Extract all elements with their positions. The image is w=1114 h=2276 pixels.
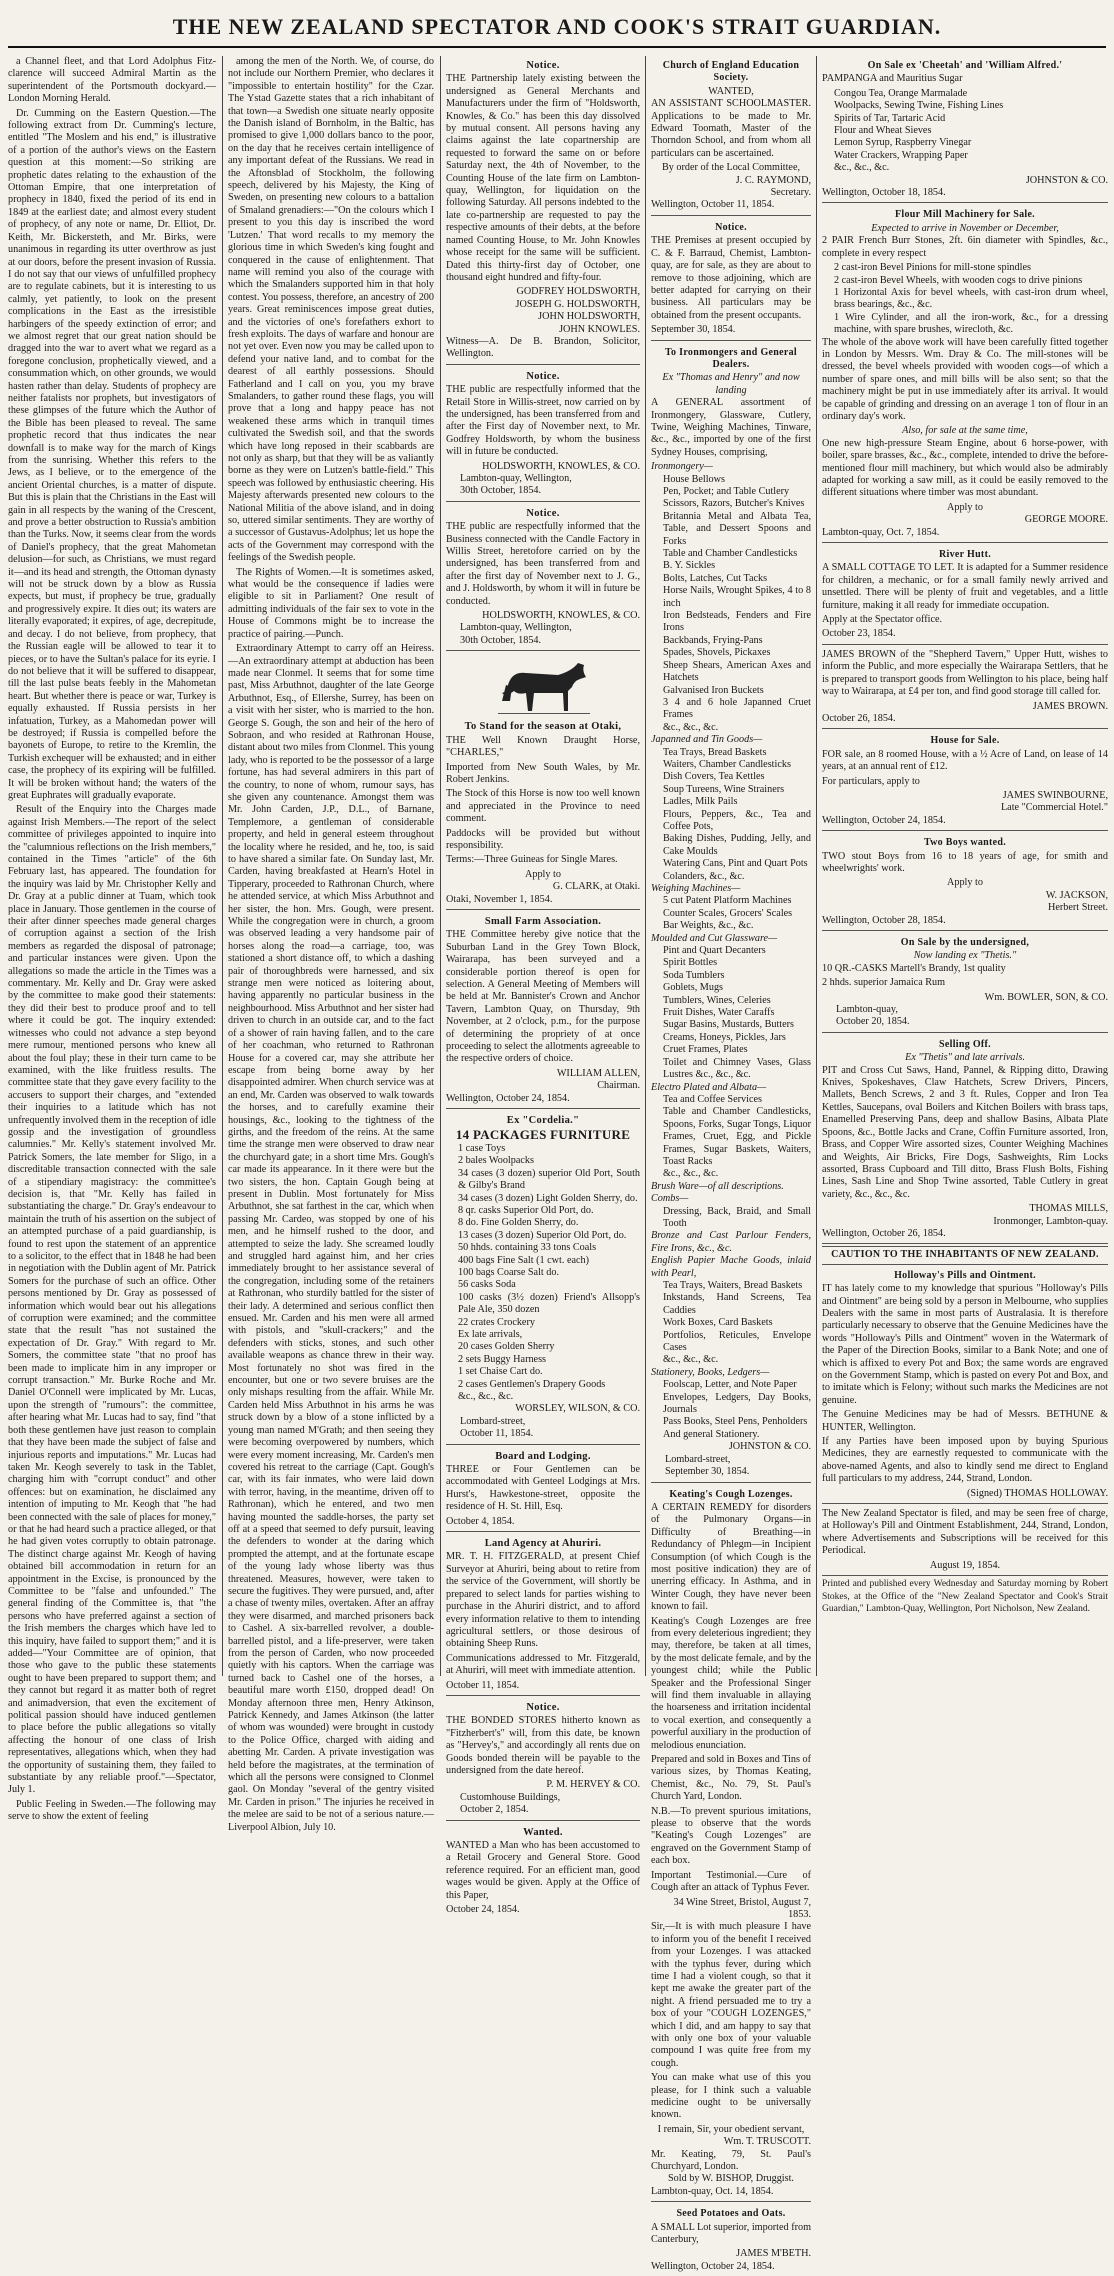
item-list	[651, 1379, 811, 1441]
list-item: Spades, Shovels, Pickaxes	[663, 647, 771, 659]
ad-heading: Flour Mill Machinery for Sale.	[894, 209, 1035, 221]
ad-place: Lambton-quay, Wellington,	[460, 622, 572, 634]
column-4	[651, 56, 811, 2272]
ad-heading: To Ironmongers and General Dealers.	[665, 346, 797, 370]
ad-date: October 11, 1854.	[446, 1679, 520, 1691]
ad-heading: Seed Potatoes and Oats.	[676, 2208, 786, 2220]
ad-retail-store-notice	[446, 367, 640, 502]
ad-subheading: Ex "Thetis" and late arrivals.	[905, 1052, 1025, 1064]
ad-land-agency	[446, 1534, 640, 1696]
caution-heading: CAUTION TO THE INHABITANTS OF NEW ZEALAND.	[822, 1246, 1108, 1264]
ad-body: Sir,—It is with much pleasure I have to inform you of the benefit I received from your Lozenges. I was attacked with the typhus fever, during which time I had a violent cough, so that it kept me awake the greater part of the night. A friend persuaded me to try a box of your "COUGH LOZENGES," which I did, and am happy to say that with only one box of your valuable compound I was quite free from my cough.	[651, 1921, 811, 2069]
signature: WILLIAM ALLEN,	[556, 1067, 640, 1079]
list-item: 3 4 and 6 hole Japanned Cruet Frames	[663, 696, 811, 721]
ad-cheetah-sale	[822, 56, 1108, 203]
ad-body: THE Premises at present occupied by C. & F. Barraud, Chemist, Lambton-quay, are for sale, as they are about to remove to those adjoining, which are better adapted for carrying on their business. All particulars may be obtained from the present occupants.	[651, 235, 811, 321]
ad-candle-factory-notice	[446, 504, 640, 651]
list-item: Soup Tureens, Wine Strainers	[663, 783, 785, 795]
signature: JAMES SWINBOURNE,	[1002, 789, 1108, 801]
ad-draught-horse	[446, 653, 640, 910]
ad-subheading: Now landing ex "Thetis."	[913, 950, 1017, 962]
list-item: 1 set Chaise Cart do.	[458, 1366, 543, 1378]
ad-body: Apply at the Spectator office.	[822, 614, 943, 626]
horse-illustration	[488, 657, 598, 719]
ad-heading: Land Agency at Ahuriri.	[484, 1538, 602, 1550]
ad-date: Lambton-quay, Oct. 14, 1854.	[651, 2185, 774, 2197]
list-item: Table and Chamber Candlesticks	[663, 548, 798, 560]
list-item: 22 crates Crockery	[458, 1316, 535, 1328]
apply-to: Apply to	[525, 868, 561, 880]
list-item: Spirits of Tar, Tartaric Acid	[834, 112, 946, 124]
list-item: Pint and Quart Decanters	[663, 945, 766, 957]
ad-title: 14 PACKAGES FURNITURE	[455, 1127, 631, 1143]
list-item: Water Crackers, Wrapping Paper	[834, 149, 968, 161]
ad-body: AN ASSISTANT SCHOOLMASTER. Applications to be made to Mr. Edward Toomath, Master of the Thorndon School, and from whom all particulars can be ascertained.	[651, 98, 811, 159]
list-item: Sheep Shears, American Axes and Hatchets	[663, 659, 811, 684]
ad-body: IT has lately come to my knowledge that spurious "Holloway's Pills and Ointment" are being sold by a person in Melbourne, who supplies Dealers with the same in most parts of Australasia. It is therefore particularly necessary to observe that the Genuine Medicines have the words "Holloway's Pills and Ointment" woven in the Watermark of the Paper of the Direction Books, similar to a Bank Note; and one of which is affixed to every Pot and Box; the same words are engraved on the Government Stamp, which is pasted on every Pot and Box, and to imitate which is Felony; without such marks the Medicines are not genuine.	[822, 1283, 1108, 1406]
list-item: 2 cast-iron Bevel Wheels, with wooden cogs to drive pinions	[834, 274, 1083, 286]
ad-cordelia-furniture	[446, 1111, 640, 1445]
apply-to: Apply to	[947, 877, 983, 889]
list-item: &c., &c., &c.	[834, 162, 890, 174]
ad-flour-mill	[822, 205, 1108, 543]
list-item: Ex late arrivals,	[458, 1328, 523, 1340]
ad-heading: River Hutt.	[939, 549, 991, 561]
ad-shepherd-tavern	[822, 647, 1108, 729]
list-item: 400 bags Fine Salt (1 cwt. each)	[458, 1254, 589, 1266]
signature: G. CLARK, at Otaki.	[552, 881, 640, 893]
list-item: 50 hhds. containing 33 tons Coals	[458, 1242, 597, 1254]
ad-body: THE Committee hereby give notice that the Suburban Land in the Grey Town Block, Wairarapa, has been surveyed and a considerable portion thereof is open for selection. A General Meeting of Members will be held at Mr. Bannister's Crown and Anchor Tavern, Lambton Quay, on Thursday, 9th November, at 2 o'clock, p.m., for the purpose of determining the propriety of at once proceeding to select the allotments agreeable to the respective orders of choice.	[446, 929, 640, 1065]
signature: GODFREY HOLDSWORTH,	[516, 286, 640, 298]
ad-body: You can make what use of this you please, for I think such a valuable medicine ought to be universally known.	[651, 2072, 811, 2121]
signature: JOHN KNOWLES.	[559, 323, 640, 335]
ad-board-lodging	[446, 1447, 640, 1532]
ad-body: PIT and Cross Cut Saws, Hand, Pannel, & Ripping ditto, Drawing Knives, Spokeshaves, Claw Hatchets, Screw Drivers, Pincers, Mallets, Bench Screws, 2 and 3 ft. Rules, Copper and Iron Tea Kettles, Saucepans, oval Boilers and Kitchen Boilers with brass taps, Enamelled Preserving Pans, deep and shallow Basins, Albata Plate Spoons, &c., Bottle Jacks and Crane, Coffin Furniture assorted, Iron, Brass, and Copper Wire assorted sizes, Counter Weighing Machines and Weights, Air Bricks, Fire Dogs, Sashweights, Rim Locks assorted, Brass Cupboard and Till ditto, Brass Flush Bolts, Fishing Lines, Sash Line and Shop Twine assorted, Table Cutlery in great variety, &c., &c., &c.	[822, 1064, 1108, 1200]
ad-heading: Notice.	[526, 370, 560, 382]
list-item: Dish Covers, Tea Kettles	[663, 771, 765, 783]
column-2	[228, 56, 434, 1833]
list-item: Waiters, Chamber Candlesticks	[663, 758, 791, 770]
list-item: Toilet and Chimney Vases, Glass Lustres &c., &c., &c.	[663, 1056, 811, 1081]
ad-subheading: Ex "Thomas and Henry" and now landing	[662, 372, 800, 396]
ad-keatings-lozenges	[651, 1485, 811, 2203]
ad-date: Wellington, October 24, 1854.	[822, 814, 946, 826]
article-fleet: a Channel fleet, and that Lord Adolphus Fitz-clarence will succeed Admiral Martin as the superintendent of the Portsmouth dockyard.—London Morning Herald.	[8, 56, 216, 105]
list-item: 2 cast-iron Bevel Pinions for mill-stone spindles	[834, 262, 1031, 274]
signature: P. M. HERVEY & CO.	[546, 1779, 640, 1791]
masthead	[0, 0, 1114, 50]
item-list	[651, 895, 811, 932]
ad-house-for-sale	[822, 731, 1108, 831]
ad-date: Otaki, November 1, 1854.	[446, 893, 553, 905]
list-item: 13 cases (3 dozen) Superior Old Port, do.	[458, 1229, 627, 1241]
ad-place: Lombard-street,	[665, 1453, 731, 1465]
list-item: Bar Weights, &c., &c.	[663, 920, 754, 932]
list-item: 34 cases (3 dozen) superior Old Port, South & Gilby's Brand	[458, 1167, 640, 1192]
ad-wanted	[446, 1823, 640, 1920]
ad-heading: Notice.	[526, 60, 560, 71]
ad-body: Terms:—Three Guineas for Single Mares.	[446, 854, 618, 866]
ad-body: THE public are respectfully informed that the Business connected with the Candle Factory in Willis Street, heretofore carried on by the undersigned, has been transferred from and after the first day of November next to J. G., and J. Holdsworth, by whom it will in future be conducted.	[446, 521, 640, 607]
printer-imprint: Printed and published every Wednesday and Saturday morning by Robert Stokes, at the Office of the "New Zealand Spectator and Cook's Strait Guardian," Lambton-Quay, Wellington, Port Nicholson, New Zealand.	[822, 1579, 1108, 1614]
ad-heading: Church of England Education Society.	[662, 60, 800, 84]
list-item: 20 cases Golden Sherry	[458, 1341, 555, 1353]
signature-title: Chairman.	[597, 1080, 640, 1092]
column-5	[822, 56, 1108, 1676]
ad-heading: Selling Off.	[939, 1038, 991, 1050]
ad-heading: Holloway's Pills and Ointment.	[894, 1269, 1036, 1281]
list-item: Work Boxes, Card Baskets	[663, 1317, 773, 1329]
column-divider	[222, 56, 223, 1676]
ad-body: One new high-pressure Steam Engine, about 6 horse-power, with boiler, spare brasses, &c., &c., complete, intended to drive the before-mentioned flour mill machinery, but which would also be admirably adapted for working a saw mill, as it could be easily removed to the different situations where timber was most abundant.	[822, 437, 1108, 499]
ad-body: 2 PAIR French Burr Stones, 2ft. 6in diameter with Spindles, &c., complete in every respect	[822, 235, 1108, 259]
list-item: 100 bags Coarse Salt do.	[458, 1266, 560, 1278]
list-item: Inkstands, Hand Screens, Tea Caddies	[663, 1292, 811, 1316]
list-item: Watering Cans, Pint and Quart Pots	[663, 858, 808, 870]
ad-heading: Keating's Cough Lozenges.	[669, 1488, 793, 1500]
ad-body: A CERTAIN REMEDY for disorders of the Pulmonary Organs—in Difficulty of Breathing—in Redundancy of Phlegm—in Incipient Consumption (of which Cough is the most positive indication) they are of unerring efficacy. In Asthma, and in Winter Cough, they have never been known to fail.	[651, 1501, 811, 1613]
ad-date: Wellington, October 28, 1854.	[822, 914, 946, 926]
witness: Witness—A. De B. Brandon, Solicitor, Wellington.	[446, 335, 640, 360]
goods-sections	[651, 461, 811, 1441]
ad-date: October 11, 1854.	[460, 1428, 534, 1440]
ad-date: Wellington, October 24, 1854.	[446, 1092, 570, 1104]
ad-brandy-sale	[822, 933, 1108, 1033]
list-item: Foolscap, Letter, and Note Paper	[663, 1379, 797, 1391]
ad-heading: Wanted.	[523, 1826, 563, 1838]
ad-two-boys-wanted	[822, 833, 1108, 931]
ad-date: August 19, 1854.	[929, 1559, 1001, 1571]
list-item: Tea Trays, Waiters, Bread Baskets	[663, 1280, 803, 1291]
ad-body: THE Partnership lately existing between the undersigned as General Merchants and Manufacturers under the firm of "Holdsworth, Knowles, & Co." has been this day dissolved by mutual consent. All persons having any claims against the late copartnership are requested to forward the same on or before Saturday next, the 4th of November, to the Counting House of the late firm on Lambton-quay, Wellington, for liquidation on the following Saturday. All persons indebted to the late co-partnership are requested to pay the respective amounts of their debts, at the before named Counting House, to Mr. John Knowles whose receipt for the same will be sufficient. Dated this thirty-first day of October, one thousand eight hundred and fifty-four.	[446, 73, 640, 283]
signature: Wm. BOWLER, SON, & CO.	[984, 991, 1108, 1003]
list-item: Lemon Syrup, Raspberry Vinegar	[834, 137, 972, 149]
ad-date: October 26, 1854.	[822, 712, 896, 724]
section-title: Moulded and Cut Glassware—	[651, 932, 778, 944]
ad-heading: Ex "Cordelia."	[506, 1115, 580, 1127]
list-item: Congou Tea, Orange Marmalade	[834, 87, 968, 99]
ad-date: Wellington, October 26, 1854.	[822, 1227, 946, 1239]
ad-date: Lambton-quay, Oct. 7, 1854.	[822, 526, 940, 538]
list-item: Dressing, Back, Braid, and Small Tooth	[663, 1205, 811, 1229]
article-sweden: among the men of the North. We, of course, do not include our Northern Premier, who declares it "impossible to entertain hostility" for the Czar. The Ystad Gazette states that a rich inhabitant of that town—a Swedish one situate nearly opposite the Danish island of Bornholm, in the Baltic, has promised to give 1,000 dollars banco to the poor, on the day that he receives certain intelligence of any important defeat of the Russians. We read in the Aftonsblad of Stockholm, the following speech, delivered by his Majesty, the King of Sweden, on presenting new colours to a battalion of Smaland grenadiers:—"On the colours which I present to you this day is inscribed the word 'Lutzen.' That word recalls to my memory the glorious time in which Sweden's king fought and conquered in the cause of enlightenment. That name will remind you also of the courage with which the Smalanders supported him in that holy contest. You possess, therefore, an ancestry of 200 years. Great reminiscences impose great duties, and the victories of one's forefathers exhort to fresh exploits. The days of warfare and honour are not yet over. Even now you may be called upon to defend your native land, and to combat for the dearest of all earthly possessions. Should Fatherland and I call on you, you my brave Smalanders, to gather round these flags, you will prove that a long and happy peace has not weakened these arms which in tranquil times cultivated the Swedish soil, and that the swords which have long reposed in their scabbards are not only as sharp, but that they will be as valiantly borne as they were on Lutzen's battle-field." This speech was followed by enthusiastic cheering. His Majesty afterwards presented new colours to the National Militia of the above island, and in doing so, uttered similar sentiments. They are worthy of a successor of Gustavus-Adolphus; let us hope the acts of the Government may correspond with the feelings of the Swedish people.	[228, 56, 434, 564]
section-title: Electro Plated and Albata—	[651, 1081, 767, 1093]
ad-body: The New Zealand Spectator is filed, and may be seen free of charge, at Holloway's Pill and Ointment Establishment, 244, Strand, London, where Advertisements and Subscriptions will be received for this Periodical.	[822, 1508, 1108, 1557]
ad-date: September 30, 1854.	[665, 1466, 750, 1478]
list-item: B. Y. Sickles	[663, 560, 716, 572]
item-list	[651, 1280, 811, 1367]
ad-date: Wellington, October 11, 1854.	[651, 199, 775, 211]
list-item: Bolts, Latches, Cut Tacks	[663, 572, 768, 584]
ad-heading: Notice.	[715, 221, 747, 233]
ad-body: A GENERAL assortment of Ironmongery, Glassware, Cutlery, Twine, Weighing Machines, Tinware, &c., &c., imported by one of the first Sydney Houses, comprising,	[651, 397, 811, 458]
section-title: Combs—	[651, 1193, 689, 1205]
list-item: Flours, Peppers, &c., Tea and Coffee Pots,	[663, 808, 811, 832]
ad-by-order: By order of the Local Committee,	[661, 162, 801, 174]
list-item: Baking Dishes, Pudding, Jelly, and Cake Moulds	[663, 833, 811, 857]
list-item: Sugar Basins, Mustards, Butters	[663, 1019, 795, 1031]
signature: HOLDSWORTH, KNOWLES, & CO.	[482, 610, 640, 622]
signature: JAMES BROWN.	[1032, 700, 1108, 712]
ad-body: THE Well Known Draught Horse, "CHARLES,"	[446, 734, 640, 759]
ad-body: A SMALL Lot superior, imported from Canterbury,	[651, 2221, 811, 2246]
item-list	[651, 945, 811, 1081]
ad-body: TWO stout Boys from 16 to 18 years of age, for smith and wheelwrights' work.	[822, 850, 1108, 874]
apply-to: Apply to	[947, 501, 983, 513]
signature: J. C. RAYMOND,	[735, 174, 811, 186]
list-item: Spirit Bottles	[663, 957, 718, 969]
signature: JAMES M'BETH.	[736, 2248, 811, 2260]
ad-body: PAMPANGA and Mauritius Sugar	[822, 73, 963, 85]
list-item: &c., &c., &c.	[663, 1354, 719, 1366]
list-item: 1 Wire Cylinder, and all the iron-work, &c., for a dressing machine, with spare brushes, wirecloth, &c.	[834, 311, 1108, 336]
ad-body: 2 hhds. superior Jamaica Rum	[822, 977, 946, 989]
ad-date: October 4, 1854.	[446, 1515, 515, 1527]
signature-title: Ironmonger, Lambton-quay.	[993, 1215, 1108, 1227]
list-item: 2 sets Buggy Harness	[458, 1353, 547, 1365]
section-title: Stationery, Books, Ledgers—	[651, 1366, 770, 1378]
list-item: 34 cases (3 dozen) Light Golden Sherry, do.	[458, 1192, 638, 1204]
column-divider	[440, 56, 441, 1676]
signature-title: Late "Commercial Hotel."	[1000, 802, 1108, 814]
column-divider	[645, 56, 646, 1676]
list-item: Iron Bedsteads, Fenders and Fire Irons	[663, 610, 811, 634]
ad-spectator-filed	[822, 1506, 1108, 1576]
list-item: 1 Horizontal Axis for bevel wheels, with cast-iron drum wheel, brass bearings, &c., &c.	[834, 286, 1108, 311]
ad-body: Paddocks will be provided but without responsibility.	[446, 827, 640, 851]
article-eastern-question: Dr. Cumming on the Eastern Question.—The following extract from Dr. Cumming's lecture, entitled "The Moslem and his end," is illustrative of a portion of the author's views on the Eastern question at this moment:—So striking are prophetic dates relating to the exhaustion of the Ottoman Empire, that one interpretation of prophecy in 1840, fixed the period of its end in 1849 at the earliest date; and almost every student of prophecy, of any note or name, Dr. Elliot, Dr. Keith, Mr. Bickersteth, and Mr. Birks, were unanimous in regarding its utter overthrow as just at our doors, before the present invasion of Russia. I do not say that our views of unfulfilled prophecy are to regulate cabinets, but it is interesting to us calmly, yet patiently, to look on the present complications in the East as the irresistible harbingers of the speedy extinction of error; and we almost regret that our great nation should be dragged into the war to avert what we regard as a foregone conclusion, prophetically viewed, and a consummation which, on other grounds, we would hasten rather than delay. Students of prophecy are neither fatalists nor prophets, but investigators of these glimpses of the future which the Author of the Bible has been pleased to reveal. The same prophetic record that thus indicates the near downfall is to make way for the march of Kings from the sunrising. Whether this refers to the Jews, as I believe, or to the emergence of the ancient Oriental churches, is a matter of dispute. But this is plain that the Christians in the East will gain in all respects by the waning of the Crescent, and prove a better obstruction to Russia's ambition than the Turks. Now, it seems clear from the words of Daniel's prophecy, that the great Mahometan delusion—for such, as Christians, we must regard it—and its head and strength, the Ottoman dynasty will not be struck down by a blow as Russia expects, but must, if prophecy be true, gradually and progressively expire. It dies out; its waters are literally evaporated; it expires, of age, decrepitude, and decay. I do not believe, from prophecy, that the Russian eagle will be allowed to tear it to pieces, or to have the Sultan's palace for its eyrie. I do not believe that it will be suffered to disappear, till the last pulse beats feebly in the Mahometan heart. But whether there is peace or war, Turkey is equally exhausted. If Russia persists in her infatuation, Turkey, as a Mahomedan power will be destroyed; if Russia is compelled before the bayonets of Europe, to retire to the Kremlin, the Turkish exchequer will be exhausted; and in either case, the prophecy of its expiring will be fulfilled. It will be broken without hand; the waters of the great Euphrates will gradually evaporate.	[8, 107, 216, 801]
ad-heading: House for Sale.	[930, 735, 1000, 747]
item-list	[446, 1143, 640, 1404]
list-item: Table and Chamber Candlesticks, Spoons, Forks, Sugar Tongs, Liquor Frames, Cruet, Egg, and Pickle Frames, Sugar Baskets, Waiters, Toast Racks	[663, 1106, 811, 1167]
list-item: Tumblers, Wines, Celeries	[663, 994, 771, 1006]
ad-small-farm-association	[446, 912, 640, 1109]
ad-body: THREE or Four Gentlemen can be accommodated with Genteel Lodgings at Mrs. Hurst's, Hawkestone-street, opposite the residence of H. St. Hill, Esq.	[446, 1464, 640, 1513]
section-title: Ironmongery—	[651, 461, 713, 473]
ad-selling-off	[822, 1035, 1108, 1245]
list-item: Pen, Pocket; and Table Cutlery	[663, 486, 790, 497]
article-sweden-start: Public Feeling in Sweden.—The following may serve to show the extent of feeling	[8, 1798, 216, 1823]
signature: THOMAS MILLS,	[1029, 1203, 1108, 1215]
ad-also: Also, for sale at the same time,	[902, 425, 1028, 437]
signature: JOHN HOLDSWORTH,	[538, 311, 640, 323]
ad-date: October 2, 1854.	[460, 1804, 529, 1816]
list-item: 2 bales Woolpacks	[458, 1155, 534, 1167]
ad-body: 10 QR.-CASKS Martell's Brandy, 1st quality	[822, 962, 1006, 974]
item-list	[651, 474, 811, 735]
signature-title: Secretary.	[770, 187, 811, 199]
section-title: Bronze and Cast Parlour Fenders, Fire Irons, &c., &c.	[651, 1230, 811, 1254]
ad-heading: Two Boys wanted.	[923, 837, 1007, 849]
newspaper-title: THE NEW ZEALAND SPECTATOR AND COOK'S STRAIT GUARDIAN.	[172, 14, 942, 39]
list-item: 5 cut Patent Platform Machines	[663, 895, 792, 907]
list-item: Creams, Honeys, Pickles, Jars	[663, 1031, 786, 1043]
list-item: Galvanised Iron Buckets	[663, 684, 764, 696]
list-item: Scissors, Razors, Butcher's Knives	[663, 498, 805, 510]
ad-holloways-pills	[822, 1266, 1108, 1504]
list-item: Counter Scales, Grocers' Scales	[663, 907, 793, 919]
ad-schoolmaster-wanted	[651, 56, 811, 216]
list-item: And general Stationery.	[663, 1428, 760, 1440]
ad-body: N.B.—To prevent spurious imitations, please to observe that the words "Keating's Cough Lozenges" are engraved on the Government Stamp of each box.	[651, 1805, 811, 1867]
ad-body: I remain, Sir, your obedient servant,	[657, 2123, 805, 2135]
list-item: Horse Nails, Wrought Spikes, 4 to 8 inch	[663, 585, 811, 609]
signature: JOHNSTON & CO.	[728, 1441, 811, 1453]
list-item: 56 casks Soda	[458, 1279, 516, 1291]
item-list	[822, 88, 1108, 175]
ad-body: If any Parties have been imposed upon by buying Spurious Medicines, they are earnestly requested to communicate with the above-named Agents, and also to kindly send me direct to England full particulars to my address, 244, Strand, London.	[822, 1436, 1108, 1485]
ad-heading: Board and Lodging.	[495, 1450, 591, 1462]
item-list	[651, 1094, 811, 1181]
signature: GEORGE MOORE.	[1024, 514, 1108, 526]
ad-body: JAMES BROWN of the "Shepherd Tavern," Upper Hutt, wishes to inform the Public, and more especially the Wairarapa Settlers, that he is prepared to transport goods from Wellington to his place, being half way to Wairarapa, at £4 per ton, and find good storage till called for.	[822, 648, 1108, 698]
list-item: 100 casks (3½ dozen) Friend's Allsopp's Pale Ale, 350 dozen	[458, 1291, 640, 1316]
ad-premises-notice	[651, 218, 811, 341]
ad-body: Prepared and sold in Boxes and Tins of various sizes, by Thomas Keating, Chemist, &c., No. 79, St. Paul's Church Yard, London.	[651, 1754, 811, 1803]
list-item: Cruet Frames, Plates	[663, 1044, 748, 1056]
ad-heading: Notice.	[526, 507, 560, 519]
ad-date: Wellington, October 24, 1854.	[651, 2260, 775, 2272]
signature-title: Herbert Street.	[1048, 902, 1108, 914]
ad-body: Imported from New South Wales, by Mr. Robert Jenkins.	[446, 761, 640, 785]
ad-body: Mr. Keating, 79, St. Paul's Churchyard, London.	[651, 2148, 811, 2173]
ad-place: Lambton-quay,	[836, 1004, 898, 1016]
list-item: &c., &c., &c.	[663, 721, 719, 733]
list-item: Pass Books, Steel Pens, Penholders	[663, 1416, 808, 1428]
ad-date: October 23, 1854.	[822, 628, 896, 640]
ad-date: 30th October, 1854.	[460, 485, 542, 497]
column-3	[446, 56, 640, 1916]
ad-body: FOR sale, an 8 roomed House, with a ½ Acre of Land, on lease of 14 years, at an annual rent of £12.	[822, 748, 1108, 773]
list-item: Britannia Metal and Albata Tea, Table, and Dessert Spoons and Forks	[663, 510, 811, 547]
signature: HOLDSWORTH, KNOWLES, & CO.	[482, 460, 640, 472]
list-item: Portfolios, Reticules, Envelope Cases	[663, 1329, 811, 1354]
ad-date: October 20, 1854.	[836, 1016, 910, 1028]
ad-body: 34 Wine Street, Bristol, August 7, 1853.	[673, 1896, 811, 1920]
ad-heading: Notice.	[526, 1701, 560, 1713]
signature: (Signed) THOMAS HOLLOWAY.	[966, 1487, 1108, 1499]
item-list	[822, 262, 1108, 336]
section-title: Brush Ware—of all descriptions.	[651, 1180, 784, 1192]
ad-body: Important Testimonial.—Cure of Cough after an attack of Typhus Fever.	[651, 1869, 811, 1894]
signature: Wm. T. TRUSCOTT.	[723, 2136, 811, 2148]
list-item: Envelopes, Ledgers, Day Books, Journals	[663, 1391, 811, 1416]
list-item: &c., &c., &c.	[458, 1391, 514, 1402]
ad-seed-potatoes	[651, 2204, 811, 2276]
section-title: Weighing Machines—	[651, 883, 741, 894]
list-item: Soda Tumblers	[663, 969, 725, 981]
ad-body: The Genuine Medicines may be had of Messrs. BETHUNE & HUNTER, Wellington.	[822, 1409, 1108, 1433]
ad-body: For particulars, apply to	[822, 775, 920, 787]
article-rights-of-women: The Rights of Women.—It is sometimes asked, what would be the consequence if ladies were eligible to sit in Parliament? One result of admitting individuals of the fair sex to vote in the House of Commons might be to increase the practice of pairing.—Punch.	[228, 566, 434, 640]
ad-place: Customhouse Buildings,	[460, 1791, 561, 1803]
ad-subheading: WANTED,	[708, 85, 754, 97]
list-item: 8 qr. casks Superior Old Port, do.	[458, 1204, 594, 1216]
list-item: &c., &c., &c.	[663, 1168, 719, 1180]
article-irish-members: Result of the Enquiry into the Charges made against Irish Members.—The report of the select committee of privileges appointed to inquire into the "calumnious reflections on the Irish members," contained in the Times "article" of the 6th February last, has appeared. The foundation for the inquiry was laid by Mr. Christopher Kelly and Dr. Gray at a public dinner at Tuam, which took place in January. Those gentlemen in the course of their after dinner speeches made general charges of corruption against a section of the Irish members as regarded the disposal of patronage; and particular instances were given. Upon the allegations so made the article in the Times was a commentary. Mr. Kelly and Dr. Gray were asked by the committee to make good their statements: they did their best to produce proof and to tell where it could be got. The inquiry extended: witnesses who could not advance a step beyond mere rumour, mentioned persons who knew all about the foul play; these in their turn came to be examined, with the like fruitless results. The committee state that they gave every facility to the accusers to support their charges, and "extended their inquiries to a latitude which has not unfrequently involved them in the reception of idle gossip and the investigation of groundless calumnies." Mr. Kelly's statement involved Mr. Patrick Somers, the late member for Sligo, in a discreditable transaction connected with the sale of a stipendiary magistracy: the committee's decision is, that "Mr. Kelly has failed in substantiating the charge." Dr. Gray's endeavour to maintain the truth of his assertion on the subject of an attempted purchase of a paid guardianship, is found to rest upon the statement of an apprentice to a solicitor, to the effect that in 1848 he had been in negotiation with the Dublin agent of Mr. Patrick Somers for the purchase of such an office. Other persons mentioned by Dr. Gray as possessed of information which would bear out his allegations of corruption were examined; and the committee state that the result "has not sustained the expectation of Dr. Gray." With regard to Mr. Somers, the committee state "that no proof has been made to implicate him in any improper or corrupt transaction." Mr. Burke Roche and Mr. Daniel O'Connell were implicated by Mr. Lucas, upon the strength of "rumours": the committee, after hearing what Mr. Lucas had to say, find "that both these gentlemen have just reason to complain that they have been made the subject of false and injurious reports and imputations." Mr. Lucas had taken Mr. Keogh severely to task in the Tablet, charging him with "corrupt conduct" and other offences: but on examination, he disclaimed any intention of imputing to Mr. Keogh that "he had been connected with the sale of places for money," or that he had heard such a practice alleged, or that he had given votes corruptly to obtain patronage. The distinct charge against Mr. Keogh of having obtained bill accommodation in return for an appointment in the Excise, is pronounced by the Committee to be "false and unfounded." The general finding of the Committee is, that "the persons who have preferred against a section of the Irish members the charges which have led to this inquiry, have failed to support them;" and it is added—"Your Committee are of opinion, that those who gave to the public these statements ought to have been prepared to support them; and they cannot but regard it as matter both of regret and animadversion, that even the excitement of political passion should have induced gentlemen to place before the public allegations so vitally affecting the honour of one class of Irish representatives, allegations which, when they had the opportunity of sustaining them, they failed to substantiate by any reliable proof."—Spectator, July 1.	[8, 804, 216, 1796]
ad-heading: On Sale by the undersigned,	[900, 937, 1030, 948]
list-item: Goblets, Mugs	[663, 982, 723, 994]
item-list	[651, 747, 811, 883]
list-item: Colanders, &c., &c.	[663, 870, 745, 882]
ad-body: A SMALL COTTAGE TO LET. It is adapted for a Summer residence for children, a mechanic, or for a small family newly arrived and unsettled. There will be plenty of fruit and vegetables, and a little furniture, making it all ready for immediate occupation.	[822, 562, 1108, 611]
ad-place: Lombard-street,	[460, 1415, 526, 1427]
ad-heading: On Sale ex 'Cheetah' and 'William Alfred.'	[867, 60, 1063, 71]
column-1	[8, 56, 216, 1823]
ad-body: The Stock of this Horse is now too well known and appreciated in the Province to need comment.	[446, 788, 640, 825]
ad-bonded-stores	[446, 1698, 640, 1821]
list-item: Backbands, Frying-Pans	[663, 634, 763, 646]
list-item: House Bellows	[663, 473, 725, 485]
ad-body: Keating's Cough Lozenges are free from every deleterious ingredient; they may, therefore, be taken at all times, by the most delicate female, and by the youngest child; while the Public Speaker and the Professional Singer will find them invaluable in allaying the hoarseness and irritation incidental to vocal exertion, and consequently a powerful auxiliary in the production of melodious enunciation.	[651, 1615, 811, 1751]
section-title: English Papier Mache Goods, inlaid with Pearl,	[651, 1255, 811, 1279]
ad-body: MR. T. H. FITZGERALD, at present Chief Surveyor at Ahuriri, being about to retire from the service of the Government, will shortly be prepared to select lands for parties wishing to purchase in the Ahuriri district, and to afford every information relative to them to intending agricultural settlers, or those desirous of obtaining Sheep Runs.	[446, 1551, 640, 1650]
ad-body: Communications addressed to Mr. Fitzgerald, at Ahuriri, will meet with immediate attention.	[446, 1652, 640, 1677]
ad-heading: Small Farm Association.	[484, 915, 602, 927]
ad-ironmongers	[651, 343, 811, 1483]
ad-partnership-notice	[446, 56, 640, 365]
signature: JOSEPH G. HOLDSWORTH,	[515, 298, 640, 310]
masthead-rule	[8, 46, 1106, 48]
list-item: Tea Trays, Bread Baskets	[663, 746, 767, 758]
section-title: Japanned and Tin Goods—	[651, 734, 763, 746]
ad-body: THE BONDED STORES hitherto known as "Fitzherbert's" will, from this date, be known as "Hervey's," and accordingly all rents due on Goods bonded therein will be payable to the undersigned from the date hereof.	[446, 1715, 640, 1776]
article-heiress: Extraordinary Attempt to carry off an Heiress.—An extraordinary attempt at abduction has been made near Clonmel. It seems that for some time past, Miss Arbuthnot, daughter of the late George Arbuthnot, Esq., of Ellershe, Surrey, has been on a visit with her sister, who is married to the hon. George S. Gough, the son and heir of the hero of Sobraon, and who resided at Rathronan House, distant about two miles from Clonmel. This young lady, who is reported to be the possessor of a large fortune, has had several admirers in this part of the country, to none of whom, rumour says, has she given any countenance. Amongst them was Mr. John Carden, J.P., D.L., of Barnane, Templemore, a gentleman of considerable property, and held in general esteem throughout the locality where he resided, and he, too, is said to have shared a similar fate. On Sunday last, Mr. Carden, having breakfasted at Hearn's Hotel in Tipperary, proceeded to Rathronan Church, where he attended service, at which Miss Arbuthnot and her sister, the hon. Mrs. Gough, were present. While the congregation were in church, a groom was observed leading a very handsome pair of horses along the road—a carriage, too, was stationed a short distance off, to which a dashing pair of thoroughbreds were harnessed, and six strange men were noticed as loitering about, having apparently no particular business in the neighbourhood. Miss Arbuthnot and her sister had driven to church in an outside car, and to the fact of a shower of rain having fallen, and to the care of her coachman, who returned to Rathronan House for a covered car, may she attribute her escape from being borne away by her disappointed admirer. When church service was at an end, Mr. Carden was observed to walk towards the horses, and to carefully examine their housings, &c., looking to the tightness of the girths, and the freedom of the reins. At the same time the strange men were observed to draw near the churchyard gate; in a short time Mrs. Gough's car made its appearance. In it there were but the two sisters, the hon. Captain Gough being at present in Dublin. Most fortunately for Miss Arbuthnot, she sat farthest in the car, which when passing Mr. Cardeo, was stopped by one of his men, and he himself rushed to the door, and attempted to seize the lady. She screamed loudly and struggled hard against him, and her cries immediately brought to her assistance several of the congregation, including some of the retainers at Rathronan, who sturdily battled for the sister of their lady. A determined and serious conflict then ensued. Mr. Carden and his men were all armed with pistols, and "skull-crackers;" and the defenders with sticks, stones, and such other available weapons as chance threw in their way. Most fortunately no shot was fired in the encounter, but one or two severe bruises are the only mishaps resulting from the affair. While Mr. Carden held Miss Arbuthnot in his arms he was struck down by a blow of a stone inflicted by a young man named M'Grath; and then seeing they were becoming overpowered by numbers, which were every moment increasing, Mr. Carden's men covered his retreat to the carriage (Capt. Gough's car, with its fair inmates, who were laid down with terror, having, in the meantime, driven off to Rathronan), which he entered, and two men having mounted the saddle-horses, the party set off at a speed that seemed to defy pursuit, leaving the defenders to wonder at the daring which prompted the attempt, and at the fortunate escape of the young lady whose liberty was thus threatened. Measures, however, were taken to secure the fugitives. They were pursued, and, after a chase of twenty miles, overtaken. After an affray they were disarmed, and marched prisoners back to Cashel. A six-barrelled revolver, a double-barrelled pistol, and a life-preserver, were taken from the person of Carden, who now proceeded quietly with his captors. When the carriage was turned back to Cashel one of the horses, a beautiful mare worth £150, dropped dead! On Monday afternoon three men, Henry Atkinson, Patrick Kennedy, and James Atkinson (the latter of whom was wounded) were brought in custody to the Police Office, charged with aiding and abetting Mr. Carden. A private investigation was held before the magistrates, at the termination of which all the persons were consigned to Clonmel gaol. On Monday "several of the gentry visited Mr. Carden in prison." The injuries he received in the melee are said to be not of a serious nature.—Liverpool Albion, July 10.	[228, 643, 434, 1833]
list-item: Ladles, Milk Pails	[663, 796, 738, 808]
ad-body: THE public are respectfully informed that the Retail Store in Willis-street, now carried on by the undersigned, has been transferred from and after the First day of November next, to Mr. Godfrey Holdsworth, by whom the business will in future be conducted.	[446, 384, 640, 458]
list-item: Flour and Wheat Sieves	[834, 125, 932, 137]
ad-river-hutt-cottage	[822, 545, 1108, 645]
list-item: 2 cases Gentlemen's Drapery Goods	[458, 1378, 606, 1390]
ad-date: 30th October, 1854.	[460, 634, 542, 646]
list-item: Tea and Coffee Services	[663, 1093, 762, 1105]
column-divider	[816, 56, 817, 1676]
ad-body: The whole of the above work will have been carefully fitted together in London by Messrs. Wm. Dray & Co. The mill-stones will be dressed, the bevel wheels provided with wooden cogs—of which a number of spare ones, and mill bills will be also sent; so that the machinery might be put in use immediately after its arrival. It would be capable of grinding and dressing on an average 1 ton of flour in an ordinary day's work.	[822, 336, 1108, 422]
sold-by: Sold by W. BISHOP, Druggist.	[668, 2173, 794, 2185]
list-item: 1 case Toys	[458, 1142, 506, 1154]
ad-heading: To Stand for the season at Otaki,	[464, 721, 622, 733]
signature: JOHNSTON & CO.	[1025, 174, 1108, 186]
signature: WORSLEY, WILSON, & CO.	[515, 1403, 640, 1415]
ad-date: October 24, 1854.	[446, 1904, 520, 1916]
signature: W. JACKSON,	[1045, 889, 1108, 901]
ad-subheading: Expected to arrive in November or December,	[871, 222, 1059, 234]
ad-place: Lambton-quay, Wellington,	[460, 473, 572, 484]
item-list	[651, 1206, 811, 1231]
ad-body: WANTED a Man who has been accustomed to a Retail Grocery and General Store. Good reference required. For an efficient man, good wages would be given. Apply at the Office of this Paper,	[446, 1840, 640, 1901]
ad-date: September 30, 1854.	[651, 324, 736, 336]
ad-date: Wellington, October 18, 1854.	[822, 187, 946, 199]
list-item: 8 do. Fine Golden Sherry, do.	[458, 1217, 579, 1229]
list-item: Woolpacks, Sewing Twine, Fishing Lines	[834, 100, 1004, 112]
list-item: Fruit Dishes, Water Caraffs	[663, 1007, 775, 1019]
